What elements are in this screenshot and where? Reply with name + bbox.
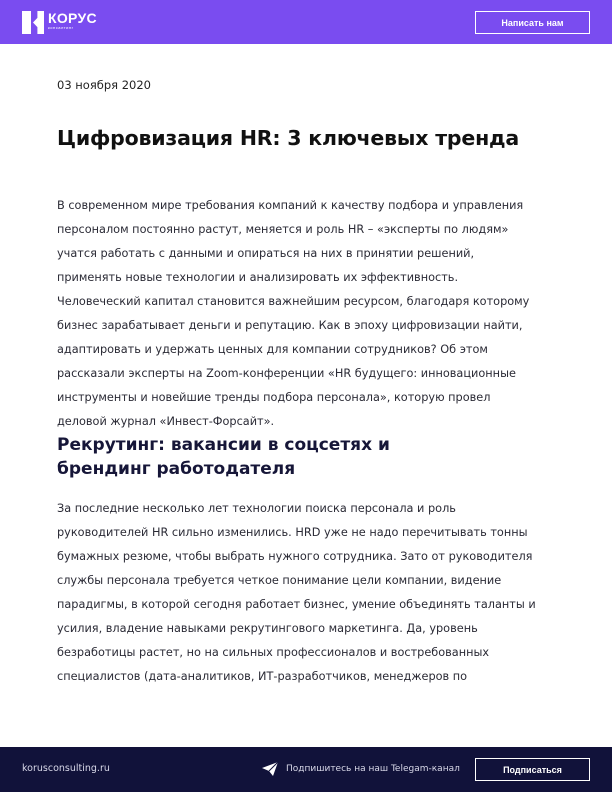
page-title: Цифровизация HR: 3 ключевых тренда [57, 126, 520, 150]
site-link[interactable]: korusconsulting.ru [22, 763, 110, 774]
logo-mark-icon [22, 11, 44, 34]
footer [0, 747, 612, 792]
header [0, 0, 612, 44]
contact-button[interactable]: Написать нам [475, 11, 590, 34]
logo-text: КОРУС консалтинг [48, 10, 97, 30]
section-paragraph: За последние несколько лет технологии поиска персонала и роль руководителей HR сильно изменились. HRD уже не надо перечитывать тонны бумажных резюме, чтобы выбрать нужного сотрудника. Зато от руководителя службы персонала требуется четкое понимание цели компании, видение парадигмы, в которой сегодня работает бизнес, умение объединять таланты и усилия, владение навыками рекрутингового маркетинга. Да, уровень безработицы растет, но на сильных профессионалов и востребованных специалистов (дата-аналитиков, ИТ-разработчиков, менеджеров по [57, 502, 536, 683]
logo[interactable] [22, 11, 97, 34]
subscribe-button[interactable]: Подписаться [475, 758, 590, 781]
section-heading: Рекрутинг: вакансии в соцсетях и брендинг работодателя [57, 435, 390, 479]
telegram-icon[interactable] [262, 762, 278, 776]
telegram-link[interactable]: Подпишитесь на наш Telegam-канал [286, 764, 460, 774]
intro-paragraph: В современном мире требования компаний к качеству подбора и управления персоналом постоянно растут, меняется и роль HR – «эксперты по людям» учатся работать с данными и опираться на них в принятии решений, применять новые технологии и анализировать их эффективность. Человеческий капитал становится важнейшим ресурсом, благодаря которому бизнес зарабатывает деньги и репутацию. Как в эпоху цифровизации найти, адаптировать и удержать ценных для компании сотрудников? Об этом рассказали эксперты на Zoom-конференции «HR будущего: инновационные инструменты и новейшие тренды подбора персонала», которую провел деловой журнал «Инвест-Форсайт». [57, 199, 530, 428]
article-date: 03 ноября 2020 [57, 78, 151, 92]
